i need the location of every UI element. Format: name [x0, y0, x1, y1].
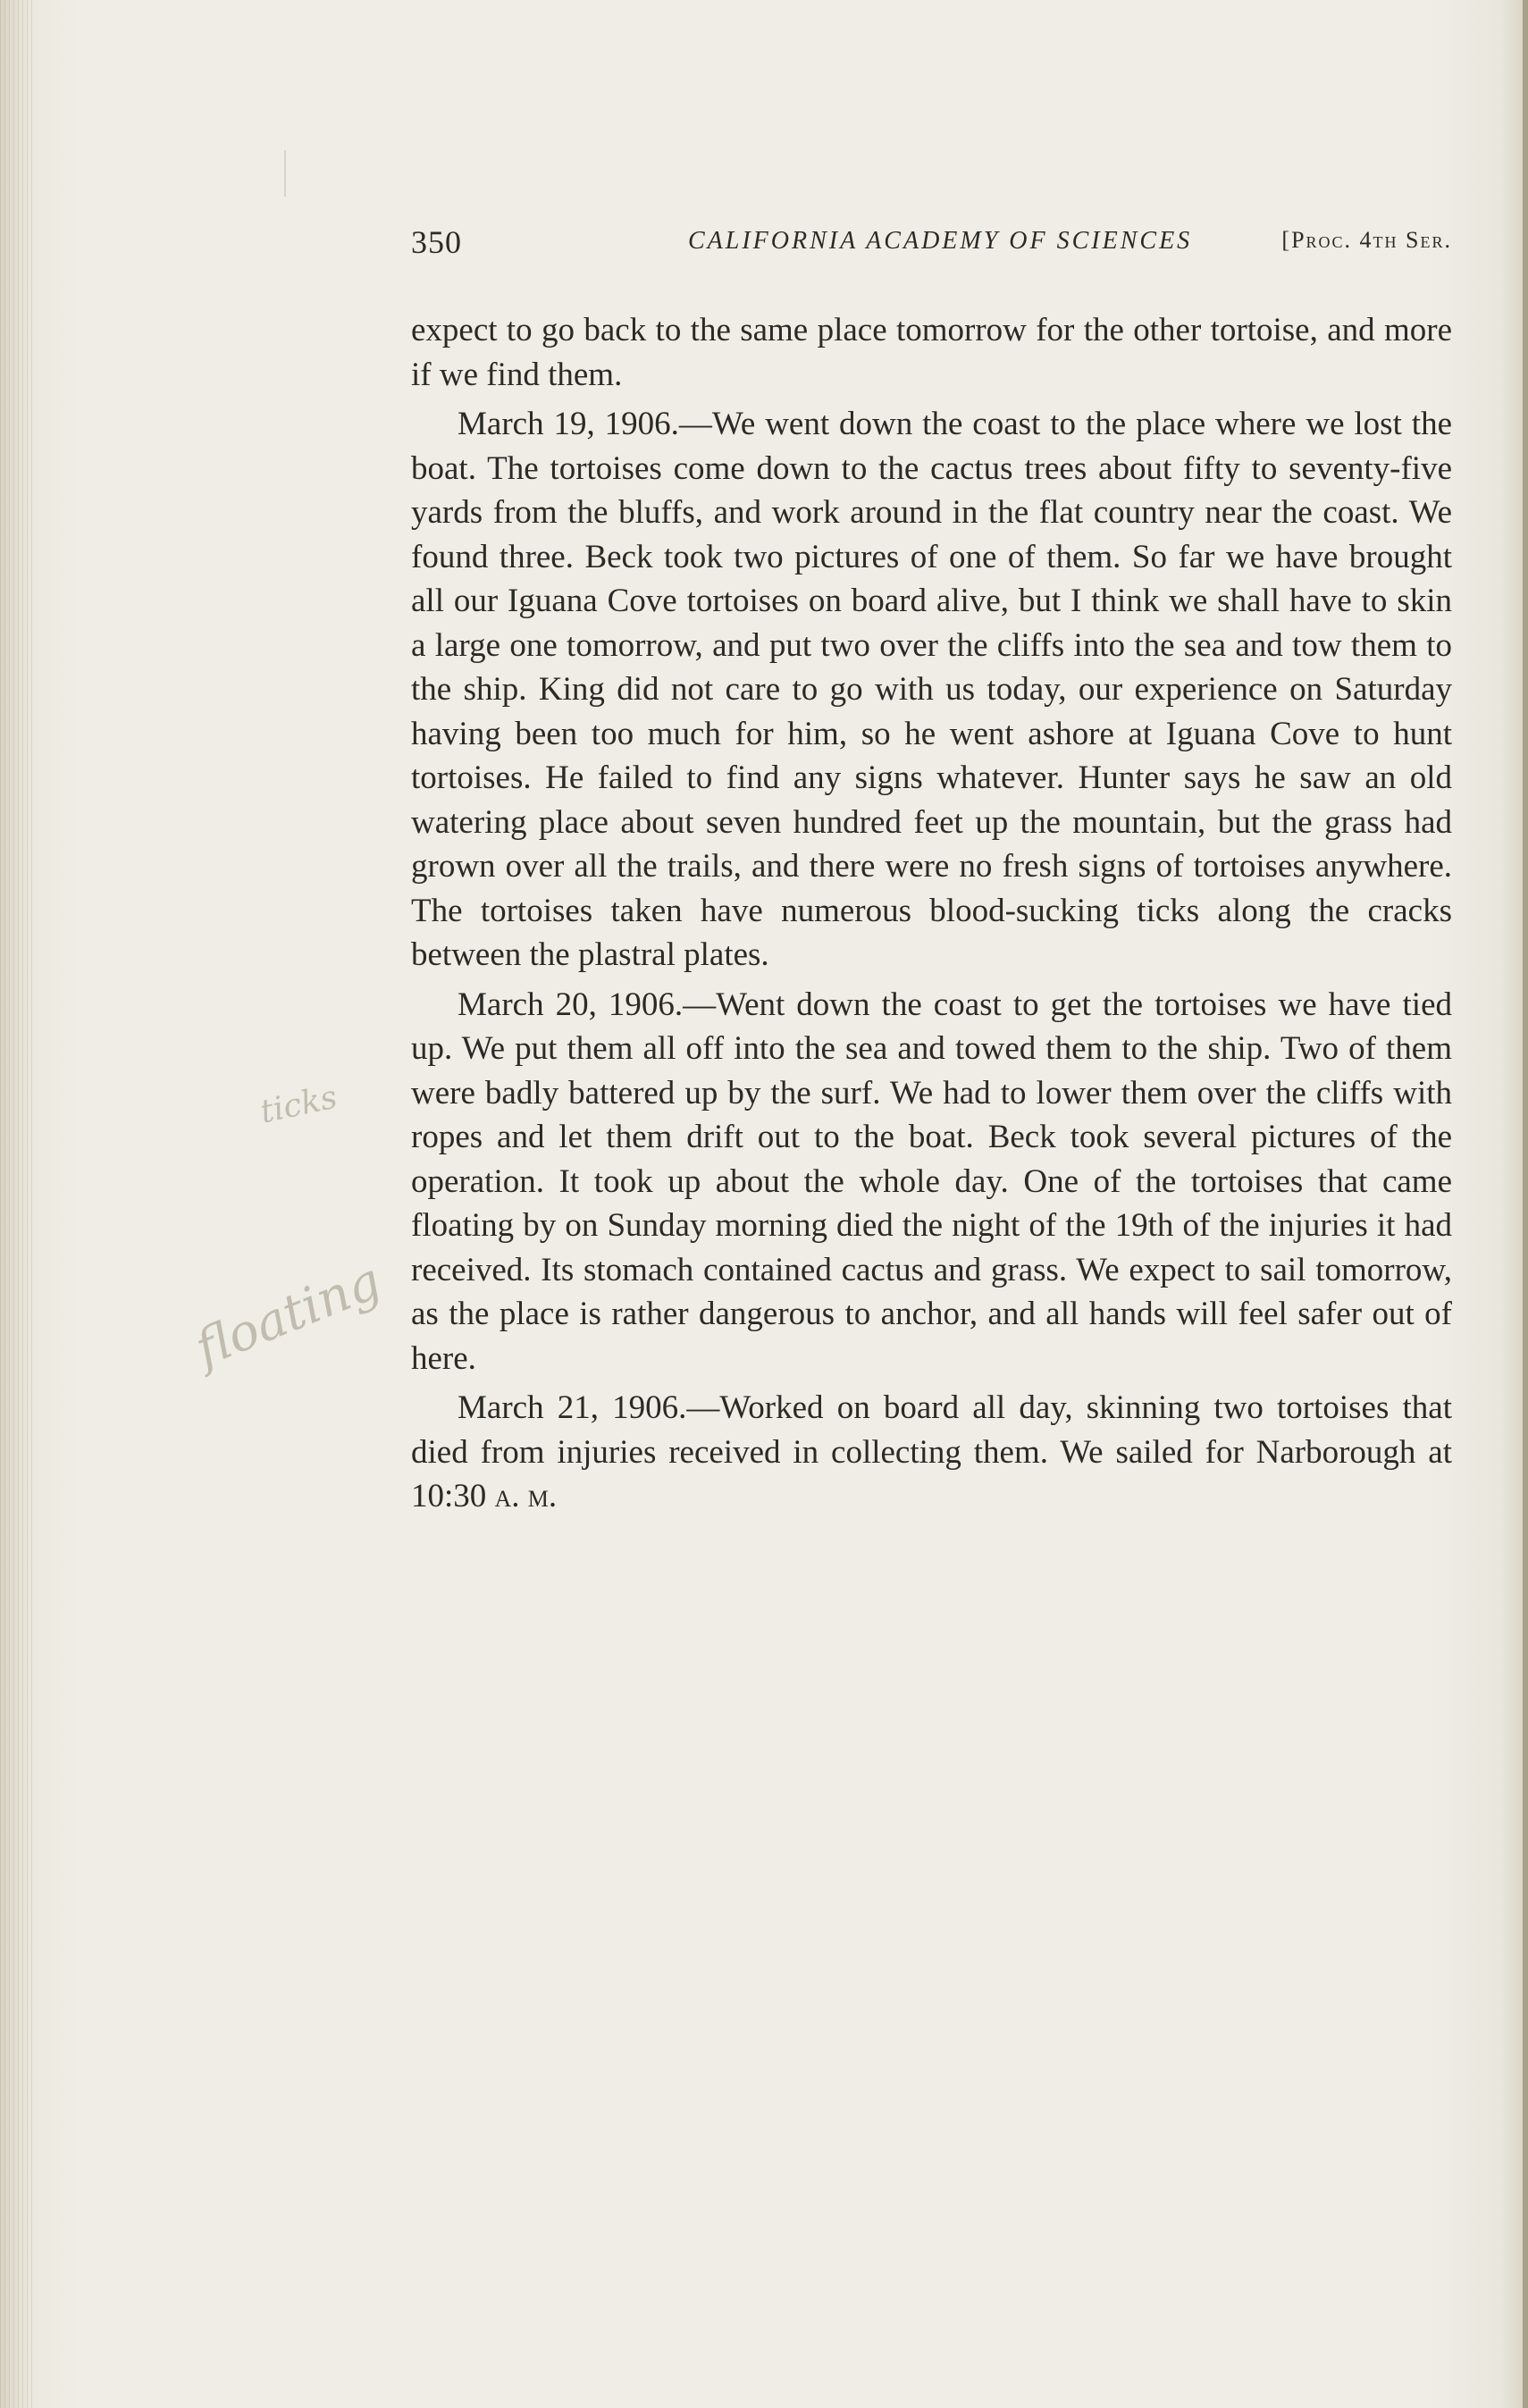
paragraph-continued: expect to go back to the same place tomorrow for the other tortoise, and more if we find them.	[411, 312, 1452, 393]
binding-edge	[1523, 0, 1528, 2408]
pencil-mark	[284, 150, 286, 197]
running-header	[411, 223, 1452, 259]
paragraph-march-19: March 19, 1906.—We went down the coast to the place where we lost the boat. The tortoises come down to the cactus trees about fifty to seventy-five yards from the bluffs, and work around in the flat country near the coast. We found three. Beck took two pictures of one of them. So far we have brought all our Iguana Cove tortoises on board alive, but I think we shall have to skin a large one tomorrow, and put two over the cliffs into the sea and tow them to the ship. King did not care to go with us today, our experience on Saturday having been too much for him, so he went ashore at Iguana Cove to hunt tortoises. He failed to find any signs whatever. Hunter says he saw an old watering place about seven hundred feet up the mountain, but the grass had grown over all the trails, and there were no fresh signs of tortoises anywhere. The tortoises taken have numerous blood-sucking ticks along the cracks between the plastral plates.	[411, 406, 1452, 973]
time-suffix: a. m.	[494, 1478, 558, 1514]
page-number: 350	[411, 224, 462, 260]
running-series: [Proc. 4th Ser.	[1281, 227, 1452, 253]
page-stack-edge	[0, 0, 36, 2408]
body-text	[411, 308, 1452, 1524]
margin-note-ticks: ticks	[256, 1078, 340, 1131]
paragraph-march-20: March 20, 1906.—Went down the coast to get the tortoises we have tied up. We put them all off into the sea and towed them to the ship. Two of them were badly battered up by the surf. We had to lower them over the cliffs with ropes and let them drift out to the boat. Beck took several pictures of the operation. It took up about the whole day. One of the tortoises that came floating by on Sunday morning died the night of the 19th of the injuries it had received. Its stomach contained cactus and grass. We expect to sail tomorrow, as the place is rather dangerous to anchor, and all hands will feel safer out of here.	[411, 986, 1452, 1377]
paragraph-march-21	[411, 1386, 1452, 1519]
paragraph-march-21-text: March 21, 1906.—Worked on board all day, skinning two tortoises that died from injuries received in collecting them. We sailed for Narborough at 10:30	[411, 1389, 1452, 1514]
margin-note-floating: floating	[187, 1252, 390, 1379]
running-title: CALIFORNIA ACADEMY OF SCIENCES	[688, 227, 1193, 255]
